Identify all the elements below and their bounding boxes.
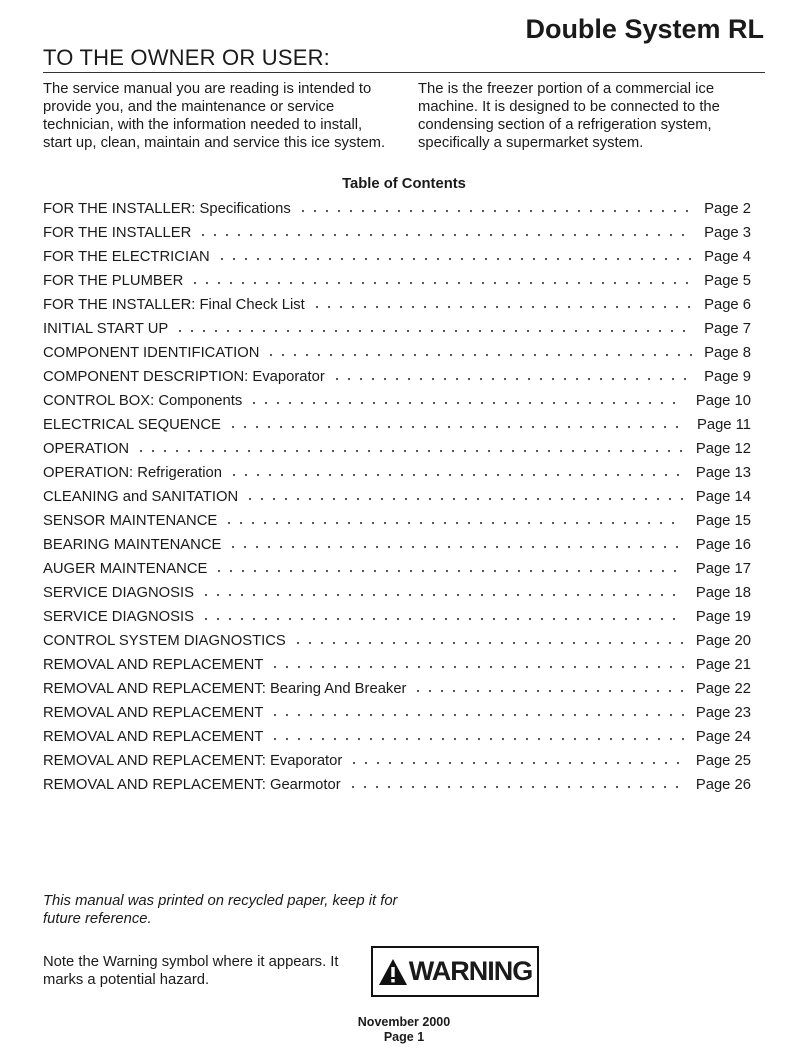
warning-triangle-icon bbox=[378, 958, 408, 986]
toc-entry-label: FOR THE PLUMBER bbox=[43, 272, 184, 289]
toc-entry-label: CONTROL SYSTEM DIAGNOSTICS bbox=[43, 632, 286, 649]
toc-entry-label: FOR THE INSTALLER: Specifications bbox=[43, 200, 291, 217]
toc-dot-leader bbox=[269, 726, 684, 741]
toc-entry[interactable] bbox=[43, 318, 751, 342]
toc-entry-page: Page 12 bbox=[695, 440, 751, 457]
toc-entry-page: Page 19 bbox=[695, 608, 751, 625]
toc-entry-page: Page 18 bbox=[695, 584, 751, 601]
warning-label: WARNING bbox=[408, 956, 533, 986]
toc-entry-label: REMOVAL AND REPLACEMENT bbox=[43, 704, 264, 721]
toc-entry-page: Page 7 bbox=[704, 320, 751, 337]
section-heading: TO THE OWNER OR USER: bbox=[43, 45, 330, 70]
toc-entry[interactable] bbox=[43, 582, 751, 606]
toc-entry[interactable] bbox=[43, 774, 751, 798]
toc-entry[interactable] bbox=[43, 438, 751, 462]
warning-symbol-note: Note the Warning symbol where it appears. It marks a potential hazard. bbox=[43, 954, 339, 988]
toc-entry-label: CONTROL BOX: Components bbox=[43, 392, 243, 409]
toc-entry-label: REMOVAL AND REPLACEMENT: Bearing And Breaker bbox=[43, 680, 407, 697]
toc-entry[interactable] bbox=[43, 414, 751, 438]
toc-dot-leader bbox=[216, 246, 692, 261]
toc-entry-label: REMOVAL AND REPLACEMENT: Evaporator bbox=[43, 752, 343, 769]
toc-entry-label: OPERATION bbox=[43, 440, 130, 457]
toc-entry[interactable] bbox=[43, 222, 751, 246]
toc-entry-page: Page 25 bbox=[695, 752, 751, 769]
toc-dot-leader bbox=[265, 342, 692, 357]
toc-entry[interactable] bbox=[43, 462, 751, 486]
toc-entry-page: Page 9 bbox=[704, 368, 751, 385]
warning-symbol bbox=[371, 946, 539, 997]
toc-dot-leader bbox=[135, 438, 684, 453]
toc-entry[interactable] bbox=[43, 390, 751, 414]
toc-entry[interactable] bbox=[43, 606, 751, 630]
toc-dot-leader bbox=[269, 702, 684, 717]
toc-dot-leader bbox=[213, 558, 683, 573]
toc-entry[interactable] bbox=[43, 726, 751, 750]
toc-entry[interactable] bbox=[43, 510, 751, 534]
recycled-paper-note: This manual was printed on recycled paper, keep it for future reference. bbox=[43, 893, 398, 927]
toc-entry-label: SERVICE DIAGNOSIS bbox=[43, 608, 195, 625]
toc-entry-page: Page 16 bbox=[695, 536, 751, 553]
toc-entry-page: Page 11 bbox=[696, 416, 751, 433]
toc-entry-label: FOR THE INSTALLER: Final Check List bbox=[43, 296, 305, 313]
toc-entry[interactable] bbox=[43, 342, 751, 366]
toc-dot-leader bbox=[200, 582, 684, 597]
toc-entry-label: CLEANING and SANITATION bbox=[43, 488, 239, 505]
toc-dot-leader bbox=[244, 486, 684, 501]
toc-dot-leader bbox=[228, 462, 684, 477]
footer-date: November 2000 bbox=[357, 1015, 451, 1029]
toc-entry-label: COMPONENT IDENTIFICATION bbox=[43, 344, 260, 361]
toc-entry[interactable] bbox=[43, 198, 751, 222]
toc-entry-page: Page 6 bbox=[704, 296, 751, 313]
toc-entry-label: ELECTRICAL SEQUENCE bbox=[43, 416, 221, 433]
toc-entry-page: Page 20 bbox=[695, 632, 751, 649]
toc-entry[interactable] bbox=[43, 630, 751, 654]
toc-entry-page: Page 23 bbox=[695, 704, 751, 721]
toc-entry[interactable] bbox=[43, 702, 751, 726]
toc-dot-leader bbox=[197, 222, 692, 237]
toc-entry[interactable] bbox=[43, 558, 751, 582]
toc-entry[interactable] bbox=[43, 246, 751, 270]
toc-entry[interactable] bbox=[43, 294, 751, 318]
toc-entry-page: Page 13 bbox=[695, 464, 751, 481]
toc-dot-leader bbox=[269, 654, 684, 669]
toc-entry-page: Page 2 bbox=[704, 200, 751, 217]
toc-entry-page: Page 15 bbox=[695, 512, 751, 529]
toc-dot-leader bbox=[297, 198, 692, 213]
heading-divider bbox=[43, 72, 765, 73]
toc-dot-leader bbox=[292, 630, 684, 645]
toc-dot-leader bbox=[348, 750, 684, 765]
toc-dot-leader bbox=[248, 390, 684, 405]
toc-dot-leader bbox=[200, 606, 684, 621]
toc-entry-page: Page 10 bbox=[695, 392, 751, 409]
toc-entry-label: REMOVAL AND REPLACEMENT bbox=[43, 728, 264, 745]
toc-entry-label: REMOVAL AND REPLACEMENT: Gearmotor bbox=[43, 776, 341, 793]
toc-dot-leader bbox=[227, 414, 685, 429]
toc-entry[interactable] bbox=[43, 270, 751, 294]
toc-entry-label: SERVICE DIAGNOSIS bbox=[43, 584, 195, 601]
toc-entry-page: Page 17 bbox=[695, 560, 751, 577]
intro-paragraph-left: The service manual you are reading is intended to provide you, and the maintenance or service technician, with the information needed to install, start up, clean, maintain and service this ice system. bbox=[43, 81, 386, 151]
toc-dot-leader bbox=[331, 366, 692, 381]
model-title: Double System RL bbox=[525, 14, 764, 44]
toc-entry-page: Page 24 bbox=[695, 728, 751, 745]
toc-entry-page: Page 22 bbox=[695, 680, 751, 697]
warning-symbol-inner bbox=[378, 956, 533, 987]
toc-dot-leader bbox=[347, 774, 684, 789]
toc-entry-page: Page 4 bbox=[704, 248, 751, 265]
toc-dot-leader bbox=[227, 534, 683, 549]
toc-entry[interactable] bbox=[43, 534, 751, 558]
toc-entry-page: Page 3 bbox=[704, 224, 751, 241]
toc-entry-label: OPERATION: Refrigeration bbox=[43, 464, 222, 481]
toc-entry[interactable] bbox=[43, 678, 751, 702]
toc-dot-leader bbox=[311, 294, 692, 309]
toc-entry-label: REMOVAL AND REPLACEMENT bbox=[43, 656, 264, 673]
toc-entry-page: Page 14 bbox=[695, 488, 751, 505]
toc-entry-label: COMPONENT DESCRIPTION: Evaporator bbox=[43, 368, 325, 385]
footer-page-number: Page 1 bbox=[383, 1030, 425, 1044]
toc-entry-label: SENSOR MAINTENANCE bbox=[43, 512, 218, 529]
toc-entry-page: Page 21 bbox=[695, 656, 751, 673]
toc-entry[interactable] bbox=[43, 750, 751, 774]
intro-paragraph-right: The is the freezer portion of a commercial ice machine. It is designed to be connected to the condensing section of a refrigeration system, specifically a supermarket system. bbox=[418, 81, 720, 151]
toc-dot-leader bbox=[412, 678, 683, 693]
toc-dot-leader bbox=[223, 510, 684, 525]
toc-entry-label: AUGER MAINTENANCE bbox=[43, 560, 208, 577]
toc-entry-page: Page 26 bbox=[695, 776, 751, 793]
toc-dot-leader bbox=[174, 318, 692, 333]
toc-entry-page: Page 5 bbox=[704, 272, 751, 289]
toc-entry-label: FOR THE ELECTRICIAN bbox=[43, 248, 210, 265]
table-of-contents bbox=[43, 198, 751, 798]
toc-entry-page: Page 8 bbox=[704, 344, 751, 361]
toc-dot-leader bbox=[189, 270, 692, 285]
toc-entry-label: INITIAL START UP bbox=[43, 320, 169, 337]
toc-entry-label: FOR THE INSTALLER bbox=[43, 224, 192, 241]
toc-title: Table of Contents bbox=[342, 176, 466, 192]
toc-entry[interactable] bbox=[43, 486, 751, 510]
toc-entry-label: BEARING MAINTENANCE bbox=[43, 536, 222, 553]
toc-entry[interactable] bbox=[43, 654, 751, 678]
toc-entry[interactable] bbox=[43, 366, 751, 390]
